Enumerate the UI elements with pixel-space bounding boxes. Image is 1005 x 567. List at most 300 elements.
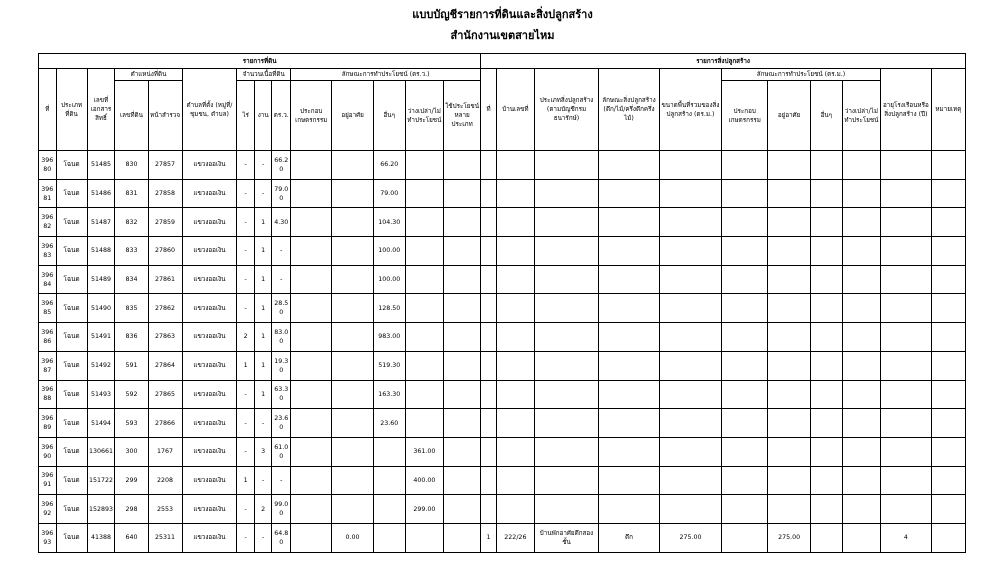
- cell-survey-page: 27858: [148, 179, 182, 208]
- col-mixed-use: ใช้ประโยชน์หลายประเภท: [443, 81, 480, 151]
- cell-address: แขวงออเงิน: [182, 208, 237, 237]
- cell-row-no: 39684: [39, 265, 57, 294]
- cell-building-no: [481, 323, 496, 352]
- col-house-no: บ้านเลขที่: [496, 69, 534, 151]
- cell-building-type: [534, 323, 598, 352]
- cell-house-no: [496, 380, 534, 409]
- cell-building-agriculture-value: [721, 495, 767, 524]
- cell-mixed-use-value: [443, 495, 480, 524]
- cell-vacant-value: [405, 380, 443, 409]
- cell-vacant-value: [405, 179, 443, 208]
- cell-house-no: [496, 409, 534, 438]
- cell-wa: 4.30: [272, 208, 291, 237]
- cell-building-other-value: [810, 380, 842, 409]
- cell-building-agriculture-value: [721, 437, 767, 466]
- cell-wa: 64.80: [272, 523, 291, 552]
- col-survey-page: หน้าสำรวจ: [148, 81, 182, 151]
- cell-wa: -: [272, 237, 291, 266]
- cell-survey-page: 27864: [148, 351, 182, 380]
- cell-doc-no: 51487: [87, 208, 115, 237]
- cell-building-agriculture-value: [721, 265, 767, 294]
- cell-building-type: [534, 237, 598, 266]
- cell-building-area: [659, 409, 721, 438]
- cell-address: แขวงออเงิน: [182, 466, 237, 495]
- cell-land-type: โฉนด: [56, 523, 87, 552]
- cell-row-no: 39687: [39, 351, 57, 380]
- cell-building-character: [599, 265, 660, 294]
- cell-remark-value: [931, 523, 965, 552]
- cell-residence-value: [332, 409, 373, 438]
- cell-remark-value: [931, 179, 965, 208]
- cell-building-area: [659, 208, 721, 237]
- cell-row-no: 39683: [39, 237, 57, 266]
- cell-parcel-no: 593: [115, 409, 148, 438]
- cell-land-type: โฉนด: [56, 351, 87, 380]
- cell-row-no: 39691: [39, 466, 57, 495]
- cell-building-character: [599, 323, 660, 352]
- cell-address: แขวงออเงิน: [182, 151, 237, 180]
- col-vacant: ว่างเปล่า/ไม่ทำประโยชน์: [405, 81, 443, 151]
- cell-doc-no: 51491: [87, 323, 115, 352]
- col-building-residence: อยู่อาศัย: [768, 81, 810, 151]
- cell-agriculture-value: [291, 179, 332, 208]
- cell-parcel-no: 831: [115, 179, 148, 208]
- cell-building-area: 275.00: [659, 523, 721, 552]
- cell-building-character: [599, 380, 660, 409]
- cell-house-no: [496, 208, 534, 237]
- cell-building-type: [534, 208, 598, 237]
- cell-survey-page: 27860: [148, 237, 182, 266]
- cell-address: แขวงออเงิน: [182, 237, 237, 266]
- cell-building-age: [881, 265, 932, 294]
- cell-ngan: -: [254, 409, 272, 438]
- cell-building-agriculture-value: [721, 237, 767, 266]
- table-row: [39, 380, 966, 409]
- cell-building-character: ตึก: [599, 523, 660, 552]
- cell-building-agriculture-value: [721, 151, 767, 180]
- cell-survey-page: 25311: [148, 523, 182, 552]
- cell-doc-no: 51486: [87, 179, 115, 208]
- cell-building-residence-value: [768, 323, 810, 352]
- cell-house-no: [496, 323, 534, 352]
- cell-survey-page: 27862: [148, 294, 182, 323]
- cell-building-age: [881, 179, 932, 208]
- cell-wa: 28.50: [272, 294, 291, 323]
- cell-address: แขวงออเงิน: [182, 179, 237, 208]
- col-building-no: ที่: [481, 69, 496, 151]
- cell-building-no: [481, 409, 496, 438]
- cell-vacant-value: [405, 265, 443, 294]
- cell-building-age: [881, 437, 932, 466]
- cell-land-type: โฉนด: [56, 179, 87, 208]
- cell-house-no: [496, 237, 534, 266]
- cell-ngan: -: [254, 466, 272, 495]
- cell-building-vacant-value: [842, 495, 880, 524]
- cell-building-other-value: [810, 179, 842, 208]
- cell-ngan: 1: [254, 265, 272, 294]
- cell-building-vacant-value: [842, 409, 880, 438]
- col-area-group: จำนวนเนื้อที่ดิน: [237, 69, 291, 81]
- cell-building-type: [534, 265, 598, 294]
- table-row: [39, 179, 966, 208]
- cell-building-area: [659, 437, 721, 466]
- cell-building-age: [881, 466, 932, 495]
- cell-other-value: 519.30: [373, 351, 405, 380]
- cell-doc-no: 51493: [87, 380, 115, 409]
- cell-mixed-use-value: [443, 179, 480, 208]
- cell-building-area: [659, 237, 721, 266]
- cell-row-no: 39689: [39, 409, 57, 438]
- cell-building-no: [481, 179, 496, 208]
- cell-building-type: [534, 409, 598, 438]
- cell-land-type: โฉนด: [56, 380, 87, 409]
- cell-other-value: 128.50: [373, 294, 405, 323]
- cell-residence-value: [332, 380, 373, 409]
- cell-survey-page: 27866: [148, 409, 182, 438]
- land-section-header: รายการที่ดิน: [39, 54, 481, 69]
- cell-mixed-use-value: [443, 208, 480, 237]
- cell-doc-no: 51494: [87, 409, 115, 438]
- col-rai: ไร่: [237, 81, 255, 151]
- cell-parcel-no: 834: [115, 265, 148, 294]
- cell-building-other-value: [810, 237, 842, 266]
- cell-doc-no: 51492: [87, 351, 115, 380]
- cell-parcel-no: 592: [115, 380, 148, 409]
- cell-remark-value: [931, 380, 965, 409]
- cell-row-no: 39692: [39, 495, 57, 524]
- cell-other-value: 79.00: [373, 179, 405, 208]
- cell-residence-value: [332, 208, 373, 237]
- cell-parcel-no: 836: [115, 323, 148, 352]
- cell-rai: -: [237, 495, 255, 524]
- cell-wa: 79.00: [272, 179, 291, 208]
- cell-mixed-use-value: [443, 294, 480, 323]
- cell-rai: -: [237, 437, 255, 466]
- cell-building-vacant-value: [842, 380, 880, 409]
- cell-building-no: [481, 495, 496, 524]
- cell-other-value: 23.60: [373, 409, 405, 438]
- cell-residence-value: [332, 179, 373, 208]
- cell-parcel-no: 833: [115, 237, 148, 266]
- cell-mixed-use-value: [443, 523, 480, 552]
- cell-building-residence-value: [768, 179, 810, 208]
- cell-building-type: บ้านพักอาศัยตึกสองชั้น: [534, 523, 598, 552]
- cell-vacant-value: [405, 409, 443, 438]
- cell-ngan: 1: [254, 351, 272, 380]
- cell-building-other-value: [810, 351, 842, 380]
- cell-vacant-value: [405, 351, 443, 380]
- col-residence: อยู่อาศัย: [332, 81, 373, 151]
- cell-residence-value: [332, 294, 373, 323]
- cell-building-other-value: [810, 323, 842, 352]
- cell-building-character: [599, 294, 660, 323]
- cell-vacant-value: 400.00: [405, 466, 443, 495]
- cell-agriculture-value: [291, 265, 332, 294]
- cell-agriculture-value: [291, 466, 332, 495]
- cell-building-age: [881, 495, 932, 524]
- cell-mixed-use-value: [443, 466, 480, 495]
- cell-house-no: [496, 351, 534, 380]
- cell-residence-value: [332, 265, 373, 294]
- cell-row-no: 39685: [39, 294, 57, 323]
- cell-rai: -: [237, 523, 255, 552]
- cell-building-residence-value: [768, 409, 810, 438]
- cell-residence-value: [332, 323, 373, 352]
- cell-building-area: [659, 351, 721, 380]
- cell-building-no: [481, 294, 496, 323]
- cell-building-area: [659, 380, 721, 409]
- cell-building-area: [659, 265, 721, 294]
- cell-agriculture-value: [291, 351, 332, 380]
- cell-building-other-value: [810, 294, 842, 323]
- cell-building-vacant-value: [842, 523, 880, 552]
- col-no: ที่: [39, 69, 57, 151]
- cell-address: แขวงออเงิน: [182, 495, 237, 524]
- cell-vacant-value: [405, 151, 443, 180]
- cell-other-value: 66.20: [373, 151, 405, 180]
- cell-building-character: [599, 409, 660, 438]
- cell-address: แขวงออเงิน: [182, 351, 237, 380]
- cell-building-no: [481, 351, 496, 380]
- cell-wa: -: [272, 265, 291, 294]
- cell-rai: -: [237, 380, 255, 409]
- cell-other-value: 100.00: [373, 265, 405, 294]
- land-building-register-table: [38, 53, 966, 553]
- cell-building-no: [481, 237, 496, 266]
- cell-house-no: [496, 151, 534, 180]
- cell-vacant-value: [405, 208, 443, 237]
- cell-remark-value: [931, 409, 965, 438]
- table-body: [39, 151, 966, 553]
- table-row: [39, 523, 966, 552]
- cell-residence-value: [332, 237, 373, 266]
- cell-rai: -: [237, 208, 255, 237]
- cell-land-type: โฉนด: [56, 437, 87, 466]
- cell-ngan: -: [254, 523, 272, 552]
- cell-building-other-value: [810, 523, 842, 552]
- cell-remark-value: [931, 351, 965, 380]
- cell-parcel-no: 298: [115, 495, 148, 524]
- document-title: แบบบัญชีรายการที่ดินและสิ่งปลูกสร้าง: [412, 8, 593, 21]
- cell-land-type: โฉนด: [56, 409, 87, 438]
- cell-residence-value: [332, 466, 373, 495]
- cell-rai: -: [237, 237, 255, 266]
- col-remark: หมายเหตุ: [931, 69, 965, 151]
- cell-address: แขวงออเงิน: [182, 265, 237, 294]
- cell-survey-page: 2553: [148, 495, 182, 524]
- cell-building-area: [659, 151, 721, 180]
- cell-building-vacant-value: [842, 437, 880, 466]
- cell-building-residence-value: [768, 208, 810, 237]
- cell-remark-value: [931, 208, 965, 237]
- cell-building-character: [599, 437, 660, 466]
- cell-ngan: 1: [254, 323, 272, 352]
- table-row: [39, 409, 966, 438]
- cell-building-area: [659, 179, 721, 208]
- cell-parcel-no: 640: [115, 523, 148, 552]
- col-agriculture: ประกอบเกษตรกรรม: [291, 81, 332, 151]
- cell-building-type: [534, 380, 598, 409]
- cell-house-no: [496, 495, 534, 524]
- table-row: [39, 237, 966, 266]
- col-building-area: ขนาดพื้นที่รวมของสิ่งปลูกสร้าง (ตร.ม.): [659, 69, 721, 151]
- table-row: [39, 351, 966, 380]
- cell-agriculture-value: [291, 323, 332, 352]
- cell-agriculture-value: [291, 409, 332, 438]
- cell-building-other-value: [810, 437, 842, 466]
- cell-house-no: [496, 466, 534, 495]
- cell-parcel-no: 830: [115, 151, 148, 180]
- cell-building-residence-value: [768, 151, 810, 180]
- col-building-agriculture: ประกอบเกษตรกรรม: [721, 81, 767, 151]
- col-ngan: งาน: [254, 81, 272, 151]
- cell-other-value: [373, 466, 405, 495]
- cell-building-type: [534, 294, 598, 323]
- cell-building-vacant-value: [842, 294, 880, 323]
- cell-building-agriculture-value: [721, 466, 767, 495]
- cell-survey-page: 2208: [148, 466, 182, 495]
- cell-doc-no: 41388: [87, 523, 115, 552]
- cell-address: แขวงออเงิน: [182, 294, 237, 323]
- cell-other-value: 104.30: [373, 208, 405, 237]
- cell-mixed-use-value: [443, 151, 480, 180]
- cell-building-agriculture-value: [721, 208, 767, 237]
- cell-address: แขวงออเงิน: [182, 409, 237, 438]
- table-row: [39, 437, 966, 466]
- cell-building-residence-value: [768, 466, 810, 495]
- cell-building-character: [599, 351, 660, 380]
- cell-building-type: [534, 437, 598, 466]
- cell-building-vacant-value: [842, 179, 880, 208]
- cell-ngan: 1: [254, 294, 272, 323]
- cell-building-type: [534, 151, 598, 180]
- cell-ngan: -: [254, 151, 272, 180]
- cell-remark-value: [931, 237, 965, 266]
- cell-rai: 1: [237, 351, 255, 380]
- cell-parcel-no: 835: [115, 294, 148, 323]
- cell-mixed-use-value: [443, 437, 480, 466]
- cell-building-vacant-value: [842, 466, 880, 495]
- cell-building-agriculture-value: [721, 523, 767, 552]
- cell-residence-value: [332, 495, 373, 524]
- cell-rai: -: [237, 265, 255, 294]
- cell-row-no: 39693: [39, 523, 57, 552]
- cell-land-type: โฉนด: [56, 323, 87, 352]
- cell-vacant-value: [405, 237, 443, 266]
- cell-row-no: 39688: [39, 380, 57, 409]
- cell-building-vacant-value: [842, 351, 880, 380]
- col-location-group: ตำแหน่งที่ดิน: [115, 69, 182, 81]
- cell-residence-value: [332, 151, 373, 180]
- cell-mixed-use-value: [443, 380, 480, 409]
- cell-row-no: 39690: [39, 437, 57, 466]
- cell-land-type: โฉนด: [56, 151, 87, 180]
- cell-doc-no: 51490: [87, 294, 115, 323]
- cell-mixed-use-value: [443, 409, 480, 438]
- cell-land-type: โฉนด: [56, 294, 87, 323]
- cell-land-type: โฉนด: [56, 265, 87, 294]
- cell-building-character: [599, 495, 660, 524]
- col-building-age: อายุโรงเรือนหรือสิ่งปลูกสร้าง (ปี): [881, 69, 932, 151]
- cell-vacant-value: [405, 323, 443, 352]
- document-subtitle: สำนักงานเขตสายไหม: [450, 29, 555, 42]
- cell-building-residence-value: [768, 294, 810, 323]
- cell-other-value: 983.00: [373, 323, 405, 352]
- cell-building-no: 1: [481, 523, 496, 552]
- cell-remark-value: [931, 151, 965, 180]
- cell-agriculture-value: [291, 237, 332, 266]
- cell-remark-value: [931, 265, 965, 294]
- cell-land-type: โฉนด: [56, 495, 87, 524]
- cell-wa: -: [272, 466, 291, 495]
- cell-survey-page: 27865: [148, 380, 182, 409]
- cell-building-other-value: [810, 265, 842, 294]
- cell-building-agriculture-value: [721, 380, 767, 409]
- col-other: อื่นๆ: [373, 81, 405, 151]
- cell-building-character: [599, 179, 660, 208]
- cell-building-no: [481, 265, 496, 294]
- cell-building-age: 4: [881, 523, 932, 552]
- cell-building-vacant-value: [842, 237, 880, 266]
- cell-residence-value: [332, 351, 373, 380]
- table-row: [39, 466, 966, 495]
- cell-building-age: [881, 151, 932, 180]
- cell-building-age: [881, 351, 932, 380]
- cell-doc-no: 152893: [87, 495, 115, 524]
- cell-building-vacant-value: [842, 151, 880, 180]
- cell-rai: 2: [237, 323, 255, 352]
- cell-building-vacant-value: [842, 265, 880, 294]
- cell-building-no: [481, 466, 496, 495]
- cell-rai: 1: [237, 466, 255, 495]
- cell-other-value: [373, 495, 405, 524]
- cell-ngan: 1: [254, 208, 272, 237]
- cell-rai: -: [237, 294, 255, 323]
- cell-doc-no: 130661: [87, 437, 115, 466]
- cell-address: แขวงออเงิน: [182, 323, 237, 352]
- cell-mixed-use-value: [443, 265, 480, 294]
- cell-building-area: [659, 466, 721, 495]
- table-row: [39, 151, 966, 180]
- cell-agriculture-value: [291, 523, 332, 552]
- cell-residence-value: [332, 437, 373, 466]
- cell-wa: 99.00: [272, 495, 291, 524]
- table-row: [39, 495, 966, 524]
- cell-building-residence-value: [768, 237, 810, 266]
- col-parcel-no: เลขที่ดิน: [115, 81, 148, 151]
- cell-building-other-value: [810, 208, 842, 237]
- cell-building-residence-value: [768, 495, 810, 524]
- col-address: ตำบลที่ตั้ง (หมู่ที่/ชุมชน, ตำบล): [182, 69, 237, 151]
- cell-building-other-value: [810, 495, 842, 524]
- cell-building-residence-value: [768, 351, 810, 380]
- cell-building-age: [881, 380, 932, 409]
- cell-row-no: 39686: [39, 323, 57, 352]
- cell-survey-page: 27859: [148, 208, 182, 237]
- cell-building-character: [599, 237, 660, 266]
- cell-remark-value: [931, 323, 965, 352]
- cell-agriculture-value: [291, 437, 332, 466]
- cell-building-agriculture-value: [721, 409, 767, 438]
- cell-ngan: 1: [254, 380, 272, 409]
- cell-doc-no: 51489: [87, 265, 115, 294]
- cell-rai: -: [237, 409, 255, 438]
- cell-agriculture-value: [291, 208, 332, 237]
- table-row: [39, 294, 966, 323]
- cell-building-area: [659, 294, 721, 323]
- cell-mixed-use-value: [443, 351, 480, 380]
- cell-survey-page: 27861: [148, 265, 182, 294]
